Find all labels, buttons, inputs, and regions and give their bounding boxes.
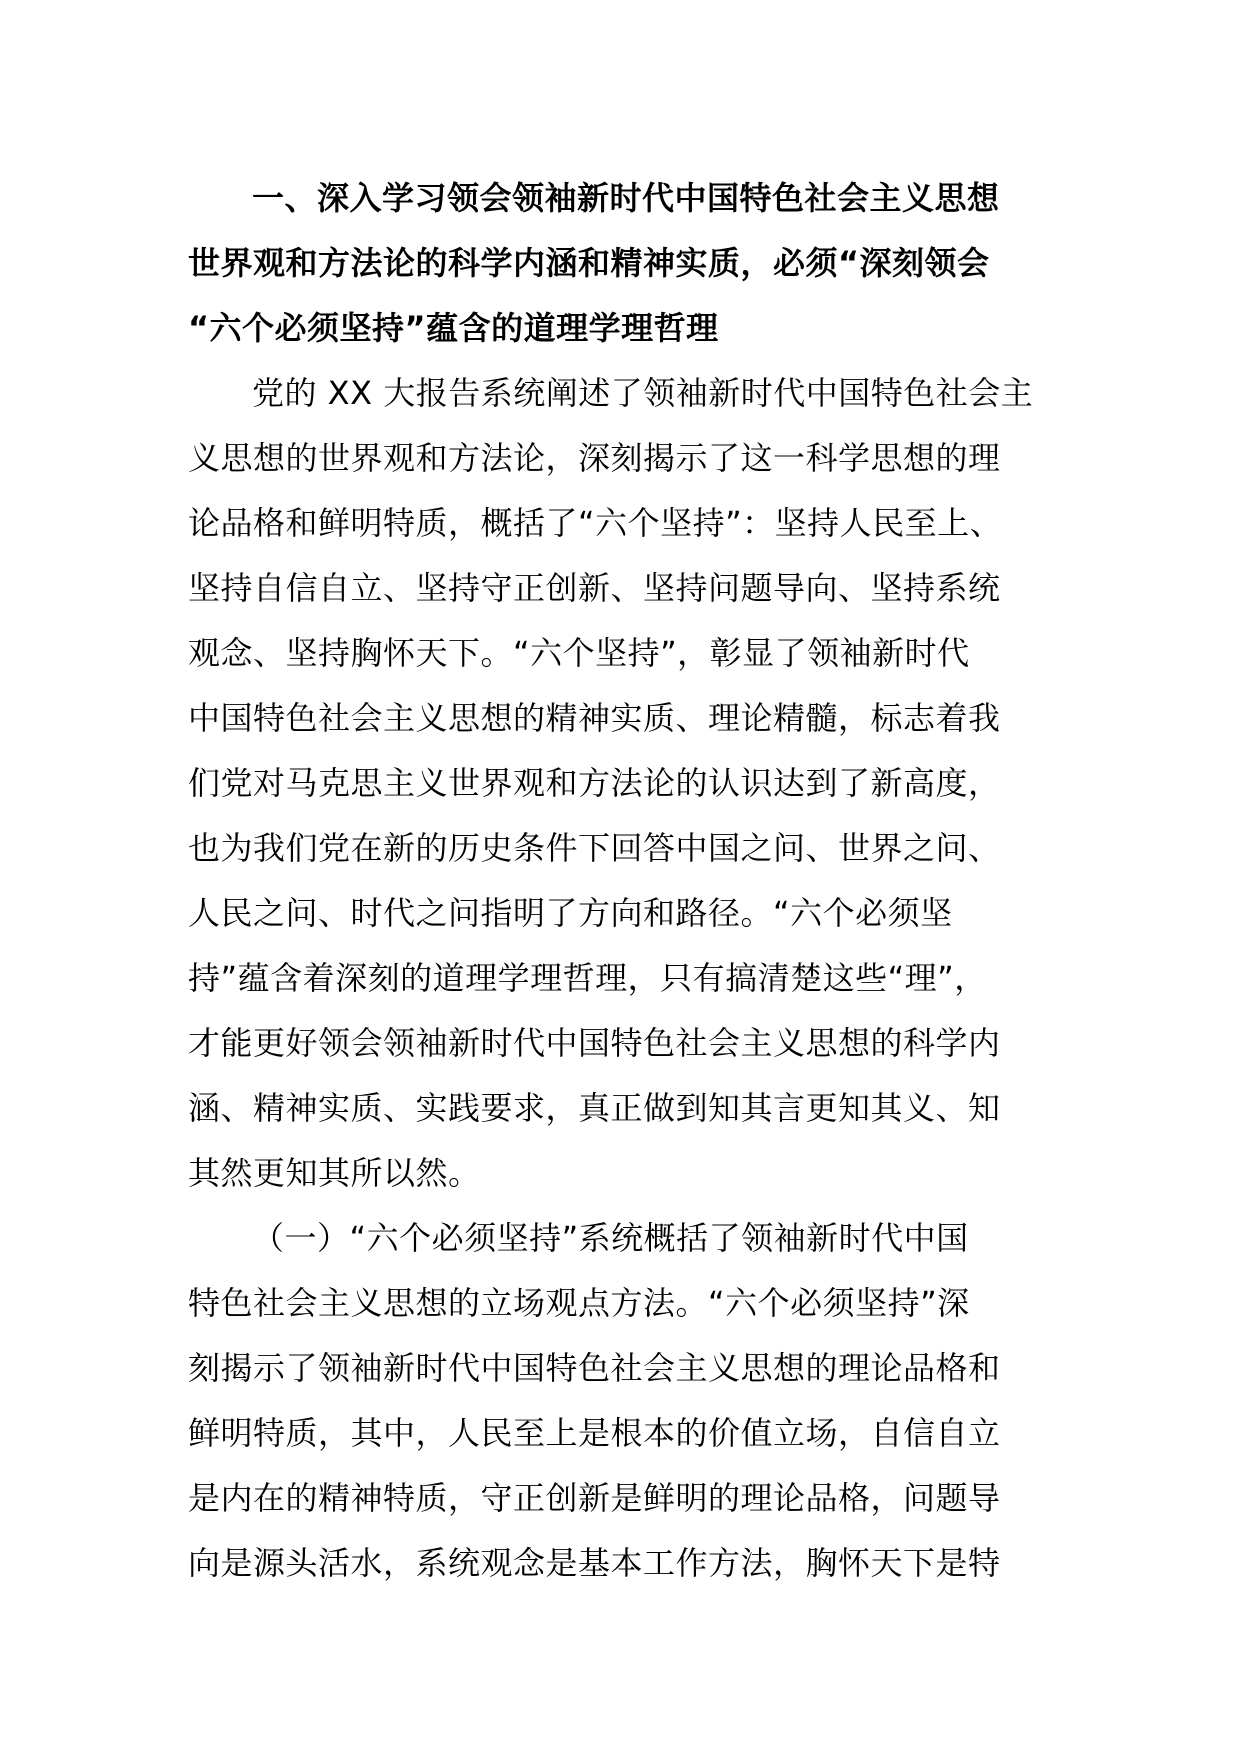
paragraph-line: 才能更好领会领袖新时代中国特色社会主义思想的科学内 [188, 1024, 1001, 1062]
paragraph-line: 论品格和鲜明特质，概括了“六个坚持”：坚持人民至上、 [188, 504, 1003, 542]
paragraph-line: 们党对马克思主义世界观和方法论的认识达到了新高度， [188, 764, 1001, 802]
section-heading [188, 166, 1052, 361]
paragraph-line: 鲜明特质，其中，人民至上是根本的价值立场，自信自立 [188, 1414, 1001, 1452]
paragraph-line: 党的 XX 大报告系统阐述了领袖新时代中国特色社会主 [252, 374, 1034, 412]
paragraph-line: 是内在的精神特质，守正创新是鲜明的理论品格，问题导 [188, 1479, 1001, 1517]
heading-line: “六个必须坚持”蕴含的道理学理哲理 [188, 309, 719, 347]
paragraph-line: 其然更知其所以然。 [188, 1154, 481, 1192]
paragraph-line: 持”蕴含着深刻的道理学理哲理，只有搞清楚这些“理”， [188, 959, 987, 997]
heading-line: 一、深入学习领会领袖新时代中国特色社会主义思想 [252, 179, 1000, 217]
paragraph-line: 中国特色社会主义思想的精神实质、理论精髓，标志着我 [188, 699, 1001, 737]
heading-line: 世界观和方法论的科学内涵和精神实质，必须“深刻领会 [188, 244, 990, 282]
paragraph-line: 特色社会主义思想的立场观点方法。“六个必须坚持”深 [188, 1284, 970, 1322]
paragraph-line: 涵、精神实质、实践要求，真正做到知其言更知其义、知 [188, 1089, 1001, 1127]
paragraph-line: 坚持自信自立、坚持守正创新、坚持问题导向、坚持系统 [188, 569, 1001, 607]
paragraph-line: 向是源头活水，系统观念是基本工作方法，胸怀天下是特 [188, 1544, 1001, 1582]
document-page [188, 166, 1052, 1596]
body-paragraph-2 [188, 1206, 1052, 1596]
paragraph-line: 观念、坚持胸怀天下。“六个坚持”，彰显了领袖新时代 [188, 634, 970, 672]
paragraph-line: 义思想的世界观和方法论，深刻揭示了这一科学思想的理 [188, 439, 1001, 477]
paragraph-line: 人民之问、时代之问指明了方向和路径。“六个必须坚 [188, 894, 953, 932]
paragraph-line: 刻揭示了领袖新时代中国特色社会主义思想的理论品格和 [188, 1349, 1001, 1387]
paragraph-line: （一）“六个必须坚持”系统概括了领袖新时代中国 [252, 1219, 969, 1257]
paragraph-line: 也为我们党在新的历史条件下回答中国之问、世界之问、 [188, 829, 1001, 867]
body-paragraph-1 [188, 361, 1052, 1206]
